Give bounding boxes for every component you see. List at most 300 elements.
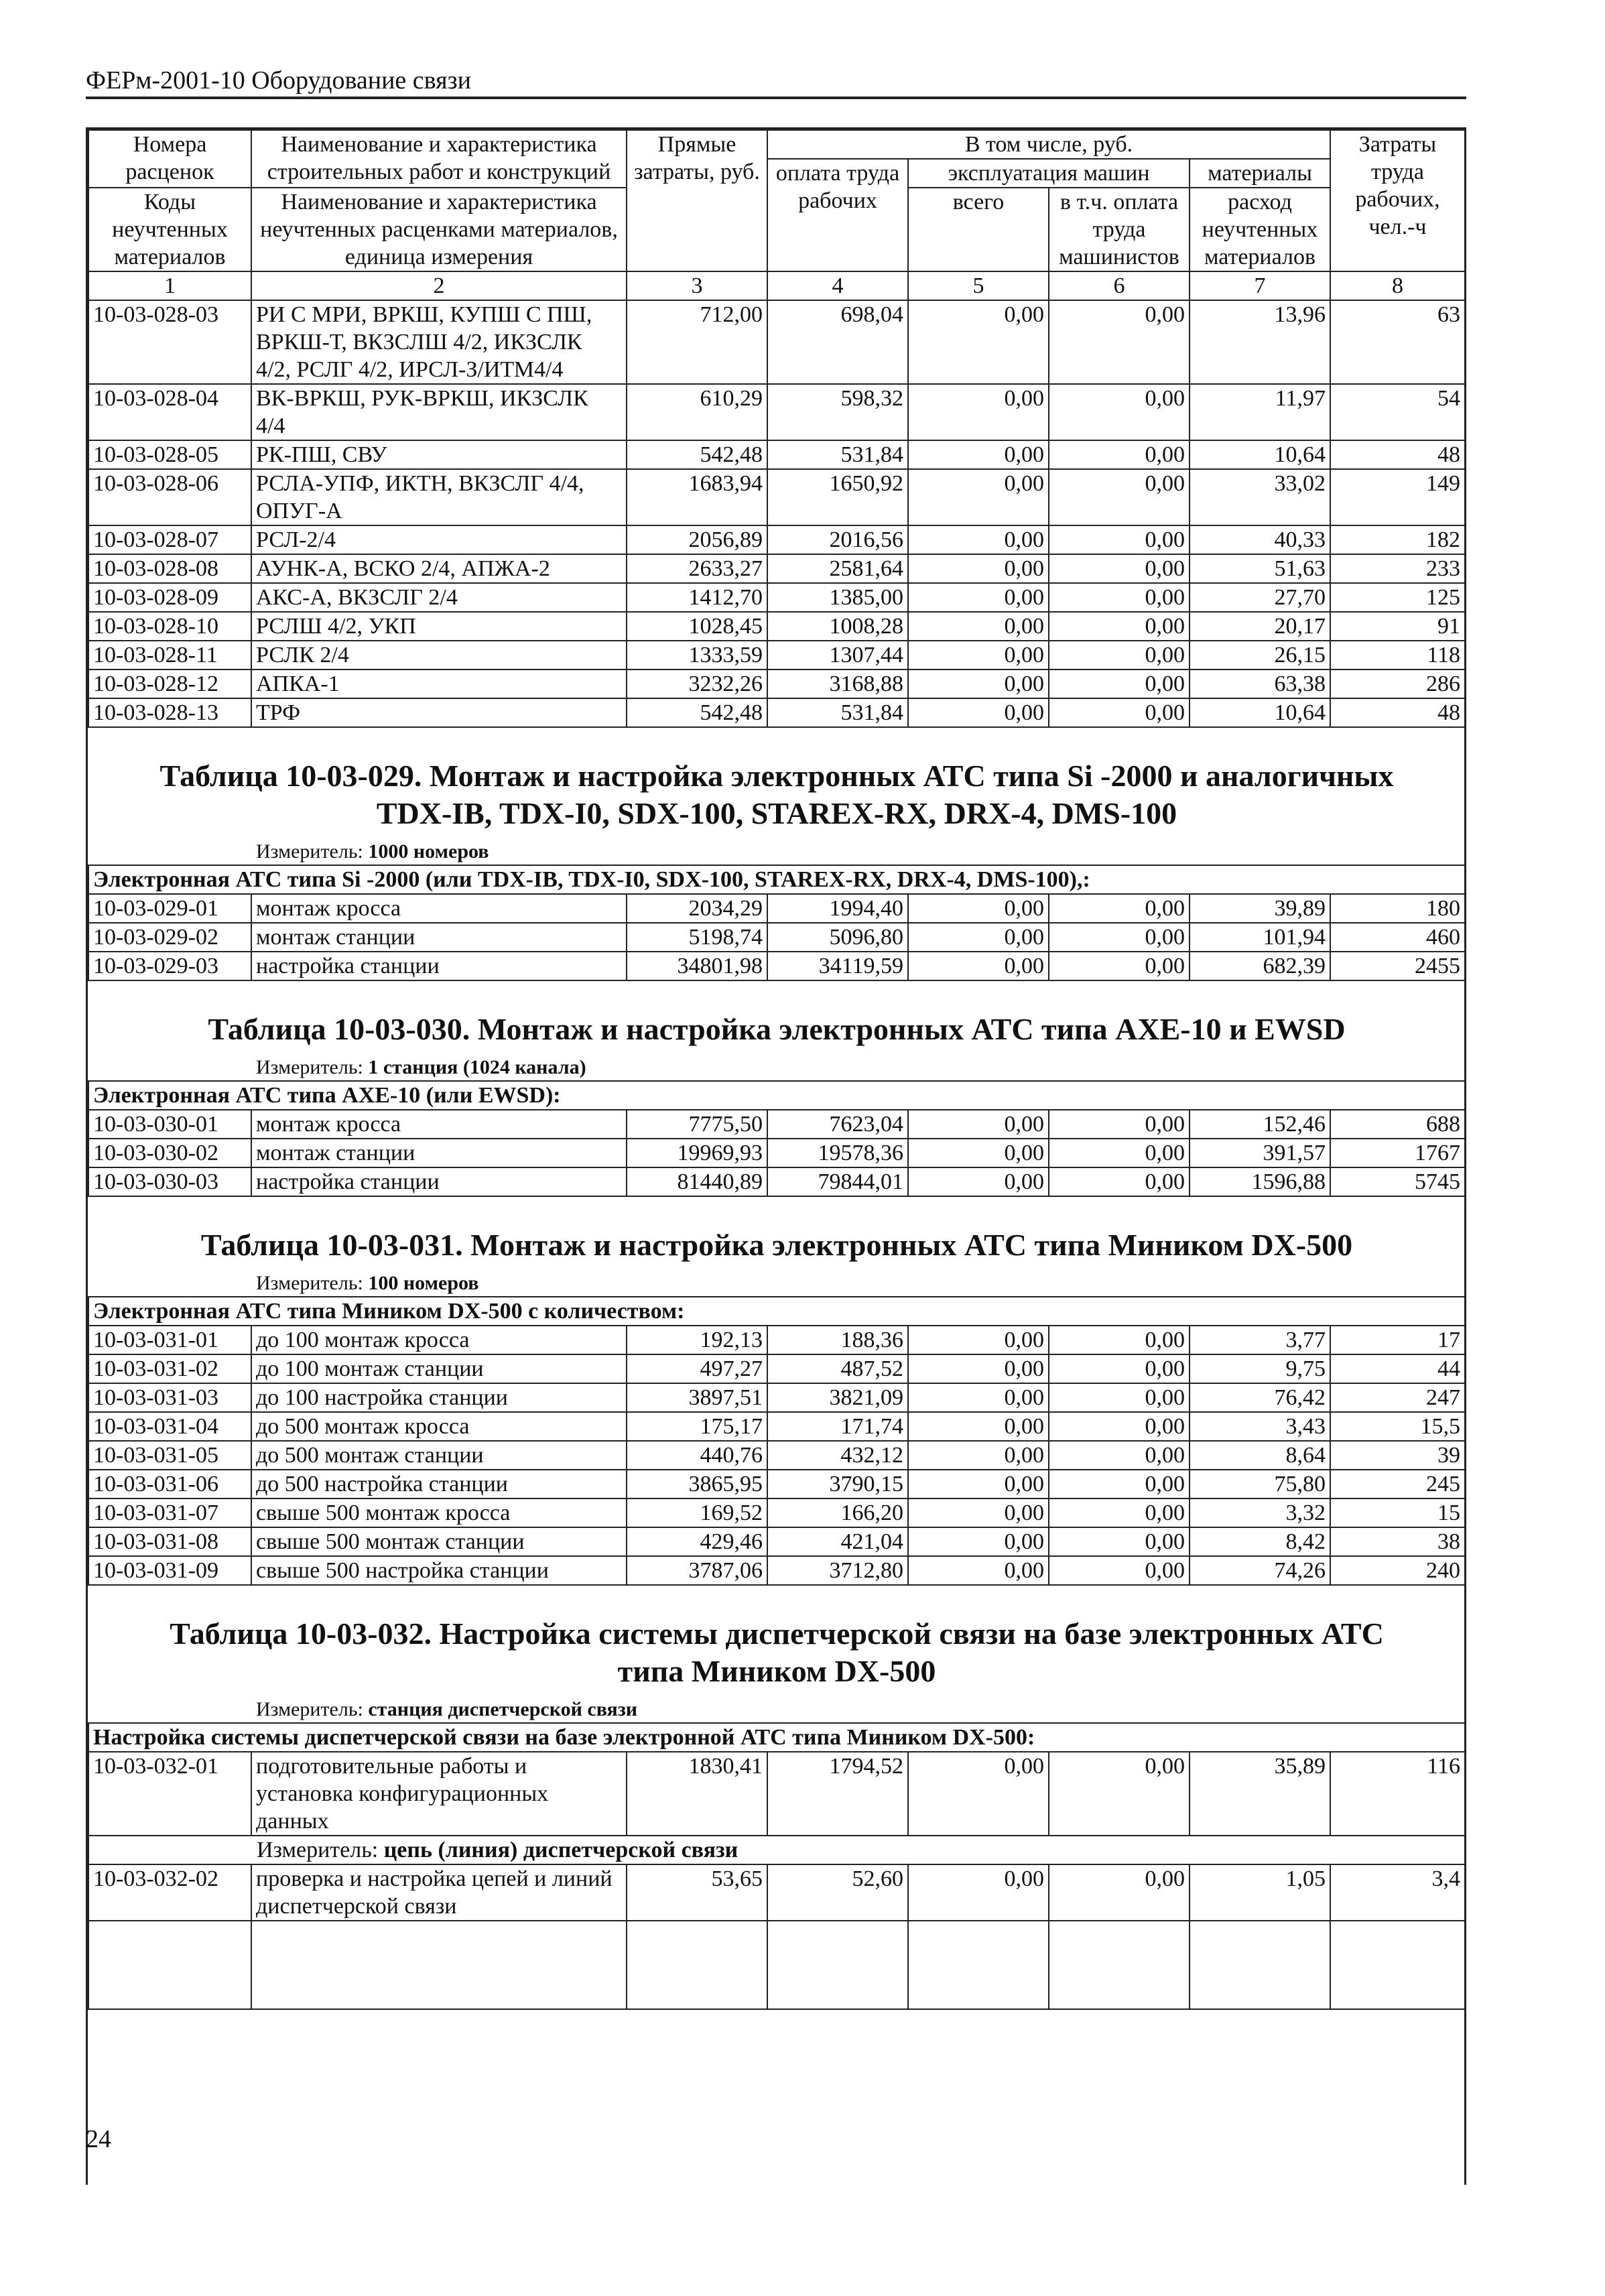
machine-cost: 0,00	[908, 1326, 1049, 1354]
machine-cost: 0,00	[908, 1441, 1049, 1470]
machine-labor-cost: 0,00	[1049, 525, 1190, 554]
rate-name: монтаж кросса	[251, 1110, 627, 1139]
machine-cost: 0,00	[908, 612, 1049, 641]
material-cost: 101,94	[1190, 923, 1330, 952]
rate-code: 10-03-030-03	[88, 1167, 251, 1196]
table-row	[88, 1556, 1465, 1585]
labor-cost: 421,04	[767, 1527, 908, 1556]
labor-cost: 1650,92	[767, 469, 908, 525]
material-cost: 391,57	[1190, 1139, 1330, 1167]
machine-labor-cost: 0,00	[1049, 1167, 1190, 1196]
table-row	[88, 612, 1465, 641]
labor-cost: 698,04	[767, 300, 908, 384]
machine-labor-cost: 0,00	[1049, 698, 1190, 727]
direct-cost: 192,13	[627, 1326, 767, 1354]
machine-labor-cost: 0,00	[1049, 952, 1190, 980]
labor-cost: 7623,04	[767, 1110, 908, 1139]
labor-hours: 460	[1330, 923, 1465, 952]
machine-labor-cost: 0,00	[1049, 300, 1190, 384]
material-cost: 1,05	[1190, 1864, 1330, 1921]
machine-labor-cost: 0,00	[1049, 1139, 1190, 1167]
material-cost: 3,43	[1190, 1412, 1330, 1441]
rate-name: монтаж станции	[251, 1139, 627, 1167]
table-029-title	[88, 728, 1465, 839]
labor-hours: 15	[1330, 1498, 1465, 1527]
direct-cost: 2056,89	[627, 525, 767, 554]
table-030-body	[88, 1110, 1465, 1196]
rate-code: 10-03-032-01	[88, 1752, 251, 1836]
rate-name: до 100 настройка станции	[251, 1383, 627, 1412]
machine-cost: 0,00	[908, 1864, 1049, 1921]
column-number: 6	[1049, 271, 1190, 300]
table-031-group-label: Электронная АТС типа Миником DX-500 с количеством:	[88, 1297, 1465, 1326]
meter-value: 1 станция (1024 канала)	[368, 1056, 586, 1078]
table-row	[88, 1527, 1465, 1556]
material-cost: 9,75	[1190, 1354, 1330, 1383]
machine-cost: 0,00	[908, 469, 1049, 525]
labor-cost: 5096,80	[767, 923, 908, 952]
rate-name: РИ С МРИ, ВРКШ, КУПШ С ПШ, ВРКШ-Т, ВКЗСЛШ 4/2, ИКЗСЛК 4/2, РСЛГ 4/2, ИРСЛ-З/ИТМ4/4	[251, 300, 627, 384]
rate-code: 10-03-028-12	[88, 669, 251, 698]
machine-cost: 0,00	[908, 1556, 1049, 1585]
table-row	[88, 583, 1465, 612]
labor-hours: 286	[1330, 669, 1465, 698]
table-row	[88, 1498, 1465, 1527]
direct-cost: 3787,06	[627, 1556, 767, 1585]
machine-labor-cost: 0,00	[1049, 1326, 1190, 1354]
machine-labor-cost: 0,00	[1049, 1110, 1190, 1139]
rate-name: подготовительные работы и установка конфигурационных данных	[251, 1752, 627, 1836]
labor-cost: 1307,44	[767, 641, 908, 669]
machine-labor-cost: 0,00	[1049, 440, 1190, 469]
machine-labor-cost: 0,00	[1049, 641, 1190, 669]
labor-hours: 91	[1330, 612, 1465, 641]
machine-labor-cost: 0,00	[1049, 1556, 1190, 1585]
labor-hours: 245	[1330, 1470, 1465, 1498]
labor-cost: 166,20	[767, 1498, 908, 1527]
direct-cost: 610,29	[627, 384, 767, 440]
labor-hours: 233	[1330, 554, 1465, 583]
table-031-title-row	[88, 1196, 1465, 1297]
table-row	[88, 669, 1465, 698]
table-030-group-label: Электронная АТС типа АХЕ-10 (или EWSD):	[88, 1081, 1465, 1110]
labor-hours: 3,4	[1330, 1864, 1465, 1921]
table-029-group-label: Электронная АТС типа Si -2000 (или TDX-IB, TDX-I0, SDX-100, STAREX-RX, DRX-4, DMS-100),:	[88, 865, 1465, 894]
group-header-all: В том числе, руб.	[767, 130, 1330, 159]
rate-code: 10-03-029-03	[88, 952, 251, 980]
meter-value: цепь (линия) диспетчерской связи	[383, 1838, 739, 1862]
labor-hours: 182	[1330, 525, 1465, 554]
rate-name: РСЛА-УПФ, ИКТН, ВКЗСЛГ 4/4, ОПУГ-А	[251, 469, 627, 525]
direct-cost: 7775,50	[627, 1110, 767, 1139]
machine-labor-cost: 0,00	[1049, 1441, 1190, 1470]
machine-cost: 0,00	[908, 384, 1049, 440]
direct-cost: 81440,89	[627, 1167, 767, 1196]
rate-code: 10-03-028-05	[88, 440, 251, 469]
rate-code: 10-03-028-07	[88, 525, 251, 554]
table-031-title-line1: Таблица 10-03-031. Монтаж и настройка электронных АТС типа Миником DX-500	[200, 1228, 1353, 1262]
table-row	[88, 1412, 1465, 1441]
rate-code: 10-03-029-01	[88, 894, 251, 923]
machine-labor-cost: 0,00	[1049, 1498, 1190, 1527]
group-header-materials: материалы	[1190, 159, 1330, 188]
machine-cost: 0,00	[908, 300, 1049, 384]
direct-cost: 1683,94	[627, 469, 767, 525]
table-032-title-line2: типа Миником DX-500	[617, 1654, 936, 1688]
table-row	[88, 1383, 1465, 1412]
direct-cost: 497,27	[627, 1354, 767, 1383]
table-029-meter	[88, 839, 1465, 865]
machine-cost: 0,00	[908, 923, 1049, 952]
labor-cost: 1994,40	[767, 894, 908, 923]
machine-cost: 0,00	[908, 669, 1049, 698]
labor-hours: 149	[1330, 469, 1465, 525]
labor-cost: 188,36	[767, 1326, 908, 1354]
rate-code: 10-03-032-02	[88, 1864, 251, 1921]
rate-name: монтаж кросса	[251, 894, 627, 923]
col7-header: расход неучтенных материалов	[1190, 188, 1330, 271]
labor-hours: 5745	[1330, 1167, 1465, 1196]
material-cost: 33,02	[1190, 469, 1330, 525]
table-032-group-label: Настройка системы диспетчерской связи на базе электронной АТС типа Миником DX-500:	[88, 1723, 1465, 1752]
table-row	[88, 1139, 1465, 1167]
labor-hours: 116	[1330, 1752, 1465, 1836]
labor-hours: 118	[1330, 641, 1465, 669]
machine-labor-cost: 0,00	[1049, 469, 1190, 525]
rate-name: РК-ПШ, СВУ	[251, 440, 627, 469]
rate-code: 10-03-031-09	[88, 1556, 251, 1585]
labor-cost: 3821,09	[767, 1383, 908, 1412]
rate-name: свыше 500 монтаж кросса	[251, 1498, 627, 1527]
table-032-meter-2-row	[88, 1836, 1465, 1864]
machine-cost: 0,00	[908, 1139, 1049, 1167]
rate-name: АПКА-1	[251, 669, 627, 698]
machine-labor-cost: 0,00	[1049, 554, 1190, 583]
rate-code: 10-03-028-03	[88, 300, 251, 384]
table-row	[88, 923, 1465, 952]
column-number: 7	[1190, 271, 1330, 300]
table-032-title-row	[88, 1585, 1465, 1723]
rate-name: АКС-А, ВКЗСЛГ 2/4	[251, 583, 627, 612]
machine-cost: 0,00	[908, 1383, 1049, 1412]
col2-bottom-header: Наименование и характеристика неучтенных расценками материалов, единица измерения	[251, 188, 627, 271]
machine-labor-cost: 0,00	[1049, 612, 1190, 641]
material-cost: 63,38	[1190, 669, 1330, 698]
meter-label: Измеритель:	[256, 1698, 363, 1720]
meter-value: 1000 номеров	[368, 840, 489, 863]
machine-labor-cost: 0,00	[1049, 669, 1190, 698]
material-cost: 27,70	[1190, 583, 1330, 612]
labor-hours: 54	[1330, 384, 1465, 440]
rate-name: ТРФ	[251, 698, 627, 727]
rate-name: проверка и настройка цепей и линий диспетчерской связи	[251, 1864, 627, 1921]
direct-cost: 19969,93	[627, 1139, 767, 1167]
machine-labor-cost: 0,00	[1049, 1470, 1190, 1498]
table-031-title	[88, 1197, 1465, 1271]
column-number: 8	[1330, 271, 1465, 300]
material-cost: 40,33	[1190, 525, 1330, 554]
column-number: 2	[251, 271, 627, 300]
machine-cost: 0,00	[908, 1110, 1049, 1139]
labor-cost: 3712,80	[767, 1556, 908, 1585]
rate-name: настройка станции	[251, 952, 627, 980]
direct-cost: 1028,45	[627, 612, 767, 641]
direct-cost: 53,65	[627, 1864, 767, 1921]
material-cost: 8,64	[1190, 1441, 1330, 1470]
material-cost: 8,42	[1190, 1527, 1330, 1556]
column-number: 1	[88, 271, 251, 300]
table-row	[88, 384, 1465, 440]
labor-cost: 34119,59	[767, 952, 908, 980]
rate-code: 10-03-028-11	[88, 641, 251, 669]
labor-cost: 432,12	[767, 1441, 908, 1470]
direct-cost: 2633,27	[627, 554, 767, 583]
table-row	[88, 1167, 1465, 1196]
material-cost: 152,46	[1190, 1110, 1330, 1139]
rate-code: 10-03-031-04	[88, 1412, 251, 1441]
table-row	[88, 894, 1465, 923]
table-032-title-line1: Таблица 10-03-032. Настройка системы диспетчерской связи на базе электронных АТС	[170, 1616, 1384, 1651]
labor-hours: 48	[1330, 440, 1465, 469]
machine-cost: 0,00	[908, 1527, 1049, 1556]
material-cost: 1596,88	[1190, 1167, 1330, 1196]
material-cost: 13,96	[1190, 300, 1330, 384]
material-cost: 3,32	[1190, 1498, 1330, 1527]
table-030-title-line1: Таблица 10-03-030. Монтаж и настройка электронных АТС типа АХЕ-10 и EWSD	[208, 1012, 1346, 1046]
rate-code: 10-03-031-08	[88, 1527, 251, 1556]
column-header-row-1	[88, 130, 1465, 159]
material-cost: 35,89	[1190, 1752, 1330, 1836]
col3-header: Прямые затраты, руб.	[627, 130, 767, 271]
meter-label: Измеритель:	[256, 1272, 363, 1294]
direct-cost: 1333,59	[627, 641, 767, 669]
rate-name: до 500 настройка станции	[251, 1470, 627, 1498]
machine-cost: 0,00	[908, 440, 1049, 469]
material-cost: 3,77	[1190, 1326, 1330, 1354]
rate-code: 10-03-031-02	[88, 1354, 251, 1383]
rate-name: до 100 монтаж кросса	[251, 1326, 627, 1354]
rate-code: 10-03-030-02	[88, 1139, 251, 1167]
col2-top-header: Наименование и характеристика строительных работ и конструкций	[251, 130, 627, 188]
material-cost: 75,80	[1190, 1470, 1330, 1498]
table-row	[88, 469, 1465, 525]
material-cost: 682,39	[1190, 952, 1330, 980]
direct-cost: 3232,26	[627, 669, 767, 698]
table-row	[88, 1354, 1465, 1383]
labor-cost: 487,52	[767, 1354, 908, 1383]
machine-cost: 0,00	[908, 698, 1049, 727]
machine-cost: 0,00	[908, 894, 1049, 923]
material-cost: 11,97	[1190, 384, 1330, 440]
machine-labor-cost: 0,00	[1049, 583, 1190, 612]
meter-label: Измеритель:	[256, 1056, 363, 1078]
header-title: ФЕРм-2001-10 Оборудование связи	[86, 66, 471, 94]
rate-name: до 500 монтаж станции	[251, 1441, 627, 1470]
column-number: 5	[908, 271, 1049, 300]
material-cost: 10,64	[1190, 440, 1330, 469]
labor-hours: 38	[1330, 1527, 1465, 1556]
table-032-group-row	[88, 1723, 1465, 1752]
machine-labor-cost: 0,00	[1049, 894, 1190, 923]
labor-cost: 1385,00	[767, 583, 908, 612]
machine-cost: 0,00	[908, 525, 1049, 554]
material-cost: 20,17	[1190, 612, 1330, 641]
table-030-title	[88, 981, 1465, 1055]
direct-cost: 2034,29	[627, 894, 767, 923]
rate-code: 10-03-028-09	[88, 583, 251, 612]
labor-hours: 44	[1330, 1354, 1465, 1383]
column-number-row	[88, 271, 1465, 300]
direct-cost: 34801,98	[627, 952, 767, 980]
table-row	[88, 525, 1465, 554]
table-031-body	[88, 1326, 1465, 1585]
table-030-group-row	[88, 1081, 1465, 1110]
labor-cost: 2581,64	[767, 554, 908, 583]
table-030-title-row	[88, 980, 1465, 1081]
labor-cost: 79844,01	[767, 1167, 908, 1196]
rates-sheet	[86, 127, 1466, 2185]
rate-name: РСЛ-2/4	[251, 525, 627, 554]
table-029-group-row	[88, 865, 1465, 894]
table-row	[88, 1470, 1465, 1498]
meter-label: Измеритель:	[257, 1838, 379, 1862]
table-032-meter-1	[88, 1697, 1465, 1722]
machine-labor-cost: 0,00	[1049, 1383, 1190, 1412]
table-031-group-row	[88, 1297, 1465, 1326]
labor-hours: 125	[1330, 583, 1465, 612]
rate-name: свыше 500 монтаж станции	[251, 1527, 627, 1556]
direct-cost: 3865,95	[627, 1470, 767, 1498]
rate-name: свыше 500 настройка станции	[251, 1556, 627, 1585]
table-row	[88, 1326, 1465, 1354]
labor-cost: 3168,88	[767, 669, 908, 698]
rate-code: 10-03-028-06	[88, 469, 251, 525]
col4-header: оплата труда рабочих	[767, 159, 908, 271]
direct-cost: 1830,41	[627, 1752, 767, 1836]
labor-hours: 247	[1330, 1383, 1465, 1412]
material-cost: 76,42	[1190, 1383, 1330, 1412]
col5-header: всего	[908, 188, 1049, 271]
material-cost: 74,26	[1190, 1556, 1330, 1585]
table-028-body	[88, 300, 1465, 727]
labor-hours: 17	[1330, 1326, 1465, 1354]
meter-value: 100 номеров	[368, 1272, 479, 1294]
table-row	[88, 300, 1465, 384]
direct-cost: 175,17	[627, 1412, 767, 1441]
rate-code: 10-03-031-01	[88, 1326, 251, 1354]
table-032-title	[88, 1586, 1465, 1697]
table-031-meter	[88, 1271, 1465, 1296]
col8-header: Затраты труда рабочих, чел.-ч	[1330, 130, 1465, 271]
machine-cost: 0,00	[908, 583, 1049, 612]
labor-hours: 180	[1330, 894, 1465, 923]
rate-name: настройка станции	[251, 1167, 627, 1196]
labor-hours: 688	[1330, 1110, 1465, 1139]
material-cost: 26,15	[1190, 641, 1330, 669]
labor-cost: 171,74	[767, 1412, 908, 1441]
rate-code: 10-03-031-05	[88, 1441, 251, 1470]
machine-labor-cost: 0,00	[1049, 1864, 1190, 1921]
machine-cost: 0,00	[908, 1752, 1049, 1836]
table-030-meter	[88, 1055, 1465, 1080]
table-row	[88, 1110, 1465, 1139]
rate-code: 10-03-028-04	[88, 384, 251, 440]
rate-code: 10-03-029-02	[88, 923, 251, 952]
table-row	[88, 641, 1465, 669]
rate-code: 10-03-028-13	[88, 698, 251, 727]
group-header-machines: эксплуатация машин	[908, 159, 1190, 188]
table-row	[88, 1864, 1465, 1921]
labor-hours: 39	[1330, 1441, 1465, 1470]
labor-hours: 15,5	[1330, 1412, 1465, 1441]
material-cost: 51,63	[1190, 554, 1330, 583]
table-row	[88, 952, 1465, 980]
direct-cost: 429,46	[627, 1527, 767, 1556]
table-029-title-line1: Таблица 10-03-029. Монтаж и настройка электронных АТС типа Si -2000 и аналогичных	[159, 759, 1394, 793]
rate-code: 10-03-031-03	[88, 1383, 251, 1412]
machine-cost: 0,00	[908, 1470, 1049, 1498]
rate-name: до 100 монтаж станции	[251, 1354, 627, 1383]
direct-cost: 440,76	[627, 1441, 767, 1470]
meter-value: станция диспетчерской связи	[368, 1698, 638, 1720]
page-number: 24	[86, 2125, 111, 2153]
direct-cost: 712,00	[627, 300, 767, 384]
machine-cost: 0,00	[908, 641, 1049, 669]
rate-name: ВК-ВРКШ, РУК-ВРКШ, ИКЗСЛК 4/4	[251, 384, 627, 440]
machine-cost: 0,00	[908, 1498, 1049, 1527]
machine-labor-cost: 0,00	[1049, 1527, 1190, 1556]
material-cost: 10,64	[1190, 698, 1330, 727]
material-cost: 39,89	[1190, 894, 1330, 923]
table-032-meter-2	[88, 1836, 1465, 1864]
table-row	[88, 1441, 1465, 1470]
direct-cost: 1412,70	[627, 583, 767, 612]
column-number: 3	[627, 271, 767, 300]
labor-cost: 531,84	[767, 698, 908, 727]
table-029-title-line2: TDX-IB, TDX-I0, SDX-100, STAREX-RX, DRX-4, DMS-100	[376, 796, 1177, 830]
table-029-title-row	[88, 727, 1465, 865]
machine-labor-cost: 0,00	[1049, 1752, 1190, 1836]
table-row	[88, 698, 1465, 727]
machine-cost: 0,00	[908, 554, 1049, 583]
direct-cost: 3897,51	[627, 1383, 767, 1412]
meter-label: Измеритель:	[256, 840, 363, 863]
labor-cost: 598,32	[767, 384, 908, 440]
labor-cost: 19578,36	[767, 1139, 908, 1167]
labor-cost: 1794,52	[767, 1752, 908, 1836]
rates-table	[88, 129, 1466, 2010]
labor-cost: 1008,28	[767, 612, 908, 641]
col6-header: в т.ч. оплата труда машинистов	[1049, 188, 1190, 271]
rate-code: 10-03-028-10	[88, 612, 251, 641]
machine-labor-cost: 0,00	[1049, 384, 1190, 440]
table-row	[88, 554, 1465, 583]
labor-hours: 48	[1330, 698, 1465, 727]
rate-name: РСЛК 2/4	[251, 641, 627, 669]
direct-cost: 542,48	[627, 698, 767, 727]
labor-cost: 531,84	[767, 440, 908, 469]
labor-hours: 240	[1330, 1556, 1465, 1585]
machine-labor-cost: 0,00	[1049, 1412, 1190, 1441]
labor-hours: 63	[1330, 300, 1465, 384]
rate-name: монтаж станции	[251, 923, 627, 952]
rate-name: РСЛШ 4/2, УКП	[251, 612, 627, 641]
labor-cost: 2016,56	[767, 525, 908, 554]
machine-labor-cost: 0,00	[1049, 923, 1190, 952]
machine-cost: 0,00	[908, 1354, 1049, 1383]
table-row	[88, 1752, 1465, 1836]
machine-cost: 0,00	[908, 1167, 1049, 1196]
